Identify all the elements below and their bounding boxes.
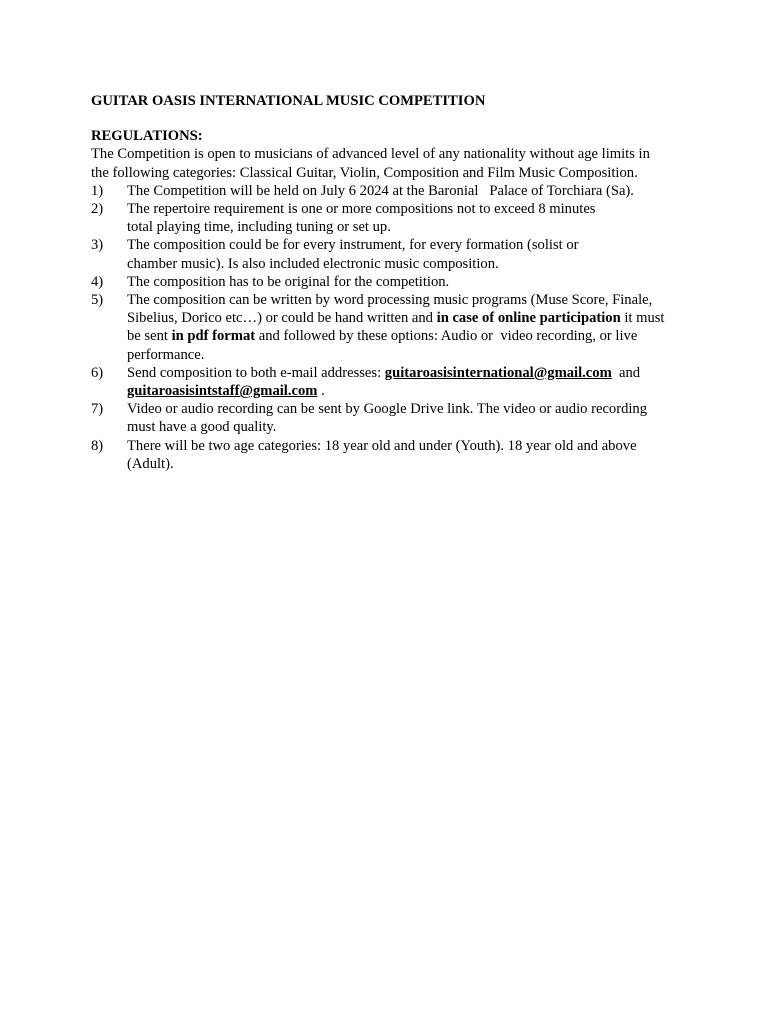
rule-number: 8): [91, 437, 104, 454]
rule-item-7: [91, 400, 681, 436]
rule-number: 5): [91, 292, 104, 309]
regulations-heading: REGULATIONS:: [91, 128, 203, 145]
pdf-format-emphasis: in pdf format: [171, 328, 256, 345]
rule-text-part: .: [317, 383, 325, 400]
rule-text-part: Send composition to both e-mail addresses:: [127, 364, 385, 381]
rule-text: The Competition will be held on July 6 2024 at the Baronial Palace of Torchiara (Sa).: [127, 182, 634, 199]
rule-item-8: [91, 437, 681, 473]
rule-item-2: [91, 200, 681, 236]
rule-text: The repertoire requirement is one or more compositions not to exceed 8 minutes total playing time, including tuning or set up.: [127, 201, 596, 236]
intro-paragraph: The Competition is open to musicians of advanced level of any nationality without age limits in the following categories: Classical Guitar, Violin, Composition and Film Music Composition.: [91, 146, 650, 181]
online-participation-emphasis: in case of online participation: [436, 310, 621, 327]
rule-item-3: [91, 236, 681, 272]
rule-text: Video or audio recording can be sent by Google Drive link. The video or audio recording must have a good quality.: [127, 401, 648, 436]
email-link-staff[interactable]: guitaroasisintstaff@gmail.com: [127, 383, 318, 400]
title-spacer: [91, 110, 681, 127]
rule-text: [127, 292, 664, 363]
rule-text-part: and: [611, 364, 641, 381]
rule-number: 3): [91, 237, 104, 254]
rule-text: The composition could be for every instrument, for every formation (solist or chamber music). Is also included electronic music composition.: [127, 237, 579, 272]
document-title: GUITAR OASIS INTERNATIONAL MUSIC COMPETITION: [91, 93, 486, 109]
rule-text: The composition has to be original for the competition.: [127, 273, 450, 290]
rule-number: 4): [91, 273, 104, 290]
rule-number: 6): [91, 364, 104, 381]
rule-number: 1): [91, 182, 104, 199]
document-page: [91, 92, 681, 473]
rule-text-part: and followed by these options: Audio or video recording, or live performance.: [127, 328, 638, 363]
rule-item-4: [91, 273, 681, 291]
rule-item-6: [91, 364, 681, 400]
rule-text-part: it must be sent: [127, 310, 665, 345]
rule-text: [127, 365, 640, 399]
rule-number: 7): [91, 401, 104, 418]
rule-text: There will be two age categories: 18 year old and under (Youth). 18 year old and above (Adult).: [127, 437, 637, 472]
email-link-international[interactable]: guitaroasisinternational@gmail.com: [384, 364, 612, 381]
rules-list: [91, 182, 681, 473]
rule-number: 2): [91, 201, 104, 217]
rule-item-5: [91, 291, 681, 364]
rule-text-part: The composition can be written by word processing music programs (Muse Score, Finale, Sibelius, Dorico etc…) or could be hand written and: [127, 292, 653, 327]
rule-item-1: [91, 182, 681, 200]
